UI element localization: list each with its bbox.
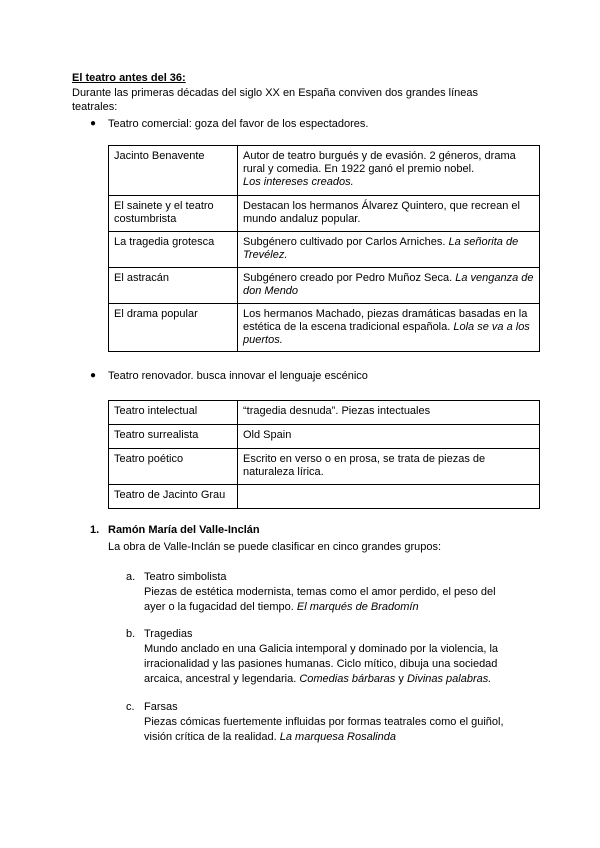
table-row xyxy=(109,232,540,268)
group-description: Piezas de estética modernista, temas como el amor perdido, el peso del ayer o la fugacidad del tiempo. El marqués de Bradomín xyxy=(144,586,496,613)
row-label: Teatro poético xyxy=(109,449,238,485)
table-row xyxy=(109,268,540,304)
group-letter: b. xyxy=(126,628,136,640)
bullet-text: Teatro comercial: goza del favor de los espectadores. xyxy=(108,118,369,130)
table-row xyxy=(109,449,540,485)
row-label: Teatro surrealista xyxy=(109,425,238,449)
work-title: Divinas palabras. xyxy=(406,673,492,685)
row-label: El astracán xyxy=(109,268,238,304)
table-row xyxy=(109,401,540,425)
row-label: El sainete y el teatro costumbrista xyxy=(109,196,238,232)
work-title: Comedias bárbaras xyxy=(299,673,396,685)
row-description: Old Spain xyxy=(238,425,540,449)
table-row xyxy=(109,196,540,232)
work-title: Lola se va a los puertos. xyxy=(243,321,530,346)
section-intro: La obra de Valle-Inclán se puede clasificar en cinco grandes grupos: xyxy=(108,541,442,553)
group-name: Tragedias xyxy=(144,628,193,640)
intro-paragraph: Durante las primeras décadas del siglo XX en España conviven dos grandes líneas teatrales: xyxy=(72,87,479,113)
group-name: Farsas xyxy=(144,701,178,713)
table-row xyxy=(109,146,540,196)
work-title: La marquesa Rosalinda xyxy=(279,731,396,743)
page-heading: El teatro antes del 36: xyxy=(72,72,186,84)
row-description: Autor de teatro burgués y de evasión. 2 géneros, drama rural y comedia. En 1922 ganó el premio nobel. Los intereses creados. xyxy=(238,146,540,196)
group-description: Piezas cómicas fuertemente influidas por formas teatrales como el guiñol, visión crítica de la realidad. La marquesa Rosalinda xyxy=(144,716,504,743)
row-label: Jacinto Benavente xyxy=(109,146,238,196)
row-description: Destacan los hermanos Álvarez Quintero, que recrean el mundo andaluz popular. xyxy=(238,196,540,232)
section-title: Ramón María del Valle-Inclán xyxy=(108,524,260,536)
group-description: Mundo anclado en una Galicia intemporal y dominado por la violencia, la irracionalidad y las pasiones humanas. Ciclo mítico, dibuja una sociedad arcaica, ancestral y legendaria. Comedias bárbaras y Divinas palabras. xyxy=(144,643,499,685)
row-label: La tragedia grotesca xyxy=(109,232,238,268)
row-label: Teatro intelectual xyxy=(109,401,238,425)
row-description: “tragedia desnuda”. Piezas intectuales xyxy=(238,401,540,425)
row-description: Los hermanos Machado, piezas dramáticas basadas en la estética de la escena tradicional española. Lola se va a los puertos. xyxy=(238,304,540,352)
row-label: Teatro de Jacinto Grau xyxy=(109,485,238,509)
bullet-icon: ● xyxy=(90,118,97,129)
row-description: Subgénero cultivado por Carlos Arniches. La señorita de Trevélez. xyxy=(238,232,540,268)
group-letter: c. xyxy=(126,701,135,713)
row-description: Escrito en verso o en prosa, se trata de piezas de naturaleza lírica. xyxy=(238,449,540,485)
group-name: Teatro simbolista xyxy=(144,571,227,583)
row-description: Subgénero creado por Pedro Muñoz Seca. La venganza de don Mendo xyxy=(238,268,540,304)
row-description xyxy=(238,485,540,509)
work-title: La señorita de Trevélez. xyxy=(243,236,519,261)
section-number: 1. xyxy=(90,524,100,536)
table-row xyxy=(109,485,540,509)
renovator-theatre-table xyxy=(108,400,540,509)
row-label: El drama popular xyxy=(109,304,238,352)
work-title: Los intereses creados. xyxy=(243,176,354,188)
table-row xyxy=(109,425,540,449)
bullet-icon: ● xyxy=(90,370,97,381)
work-title: El marqués de Bradomín xyxy=(296,601,419,613)
group-letter: a. xyxy=(126,571,136,583)
commercial-theatre-table xyxy=(108,145,540,352)
table-row xyxy=(109,304,540,352)
bullet-text: Teatro renovador. busca innovar el lenguaje escénico xyxy=(108,370,368,382)
work-title: La venganza de don Mendo xyxy=(243,272,534,297)
